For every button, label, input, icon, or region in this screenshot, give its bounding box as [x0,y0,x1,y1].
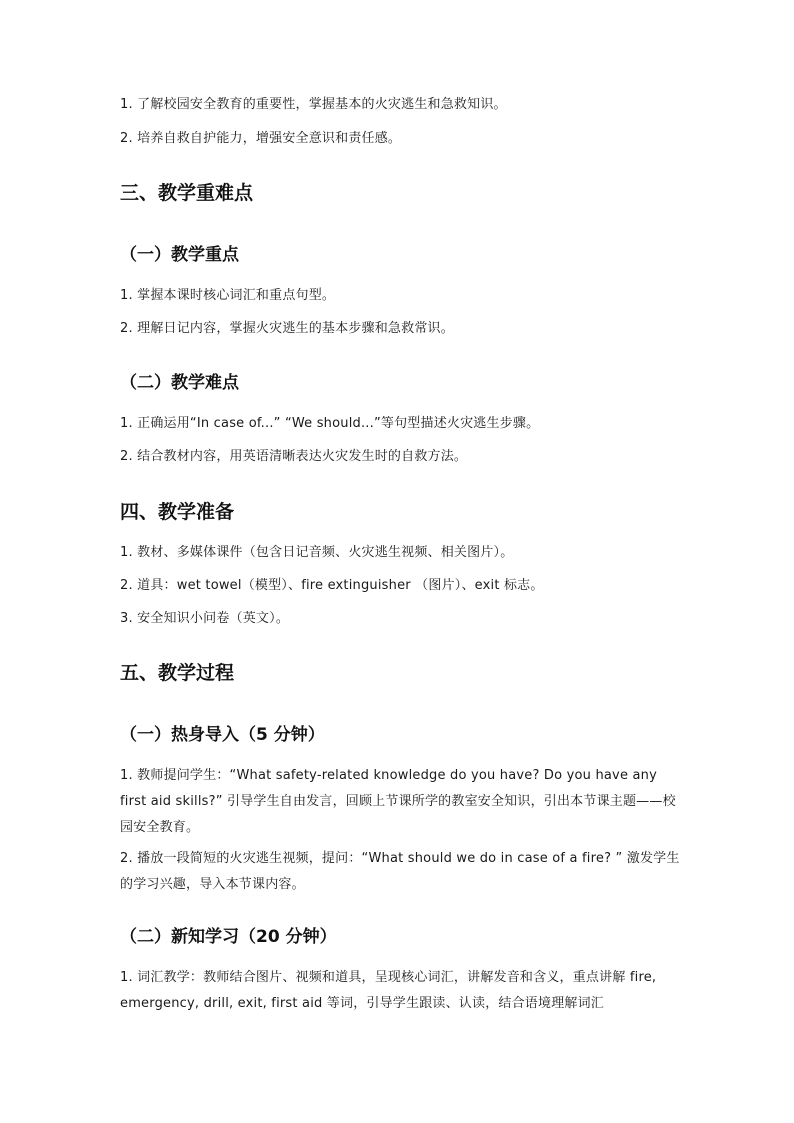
preparation-item-3: 3. 安全知识小问卷（英文）。 [120,611,290,626]
section5-heading: 五、教学过程 [120,662,235,684]
key-points-heading: （一）教学重点 [120,245,239,265]
goal-item-1: 1. 了解校园安全教育的重要性，掌握基本的火灾逃生和急救知识。 [120,97,507,112]
new-learning-heading: （二）新知学习（20 分钟） [120,927,337,947]
difficult-point-item-1: 1. 正确运用“In case of...” “We should...”等句型描述火灾逃生步骤。 [120,416,540,431]
warmup-item-2: 2. 播放一段简短的火灾逃生视频，提问：“What should we do in case of a fire? ” 激发学生的学习兴趣，导入本节课内容。 [120,851,680,892]
difficult-points-heading: （二）教学难点 [120,373,239,393]
key-point-item-2: 2. 理解日记内容，掌握火灾逃生的基本步骤和急救常识。 [120,321,454,336]
section3-heading: 三、教学重难点 [120,182,254,204]
new-learning-item-1: 1. 词汇教学：教师结合图片、视频和道具，呈现核心词汇，讲解发音和含义，重点讲解 fire, emergency, drill, exit, first aid 等词，引导学生跟读、认读，结合语境理解词汇 [120,970,657,1011]
warmup-item-1: 1. 教师提问学生：“What safety-related knowledge do you have? Do you have any first aid skills?” 引导学生自由发言，回顾上节课所学的教室安全知识，引出本节课主题——校园安全教育。 [120,768,676,835]
key-point-item-1: 1. 掌握本课时核心词汇和重点句型。 [120,288,336,303]
goal-item-2: 2. 培养自救自护能力，增强安全意识和责任感。 [120,131,402,146]
section4-heading: 四、教学准备 [120,501,235,523]
difficult-point-item-2: 2. 结合教材内容，用英语清晰表达火灾发生时的自救方法。 [120,449,468,464]
preparation-item-2: 2. 道具：wet towel（模型）、fire extinguisher （图片）、exit 标志。 [120,578,544,593]
preparation-item-1: 1. 教材、多媒体课件（包含日记音频、火灾逃生视频、相关图片）。 [120,545,514,560]
warmup-heading: （一）热身导入（5 分钟） [120,725,325,745]
